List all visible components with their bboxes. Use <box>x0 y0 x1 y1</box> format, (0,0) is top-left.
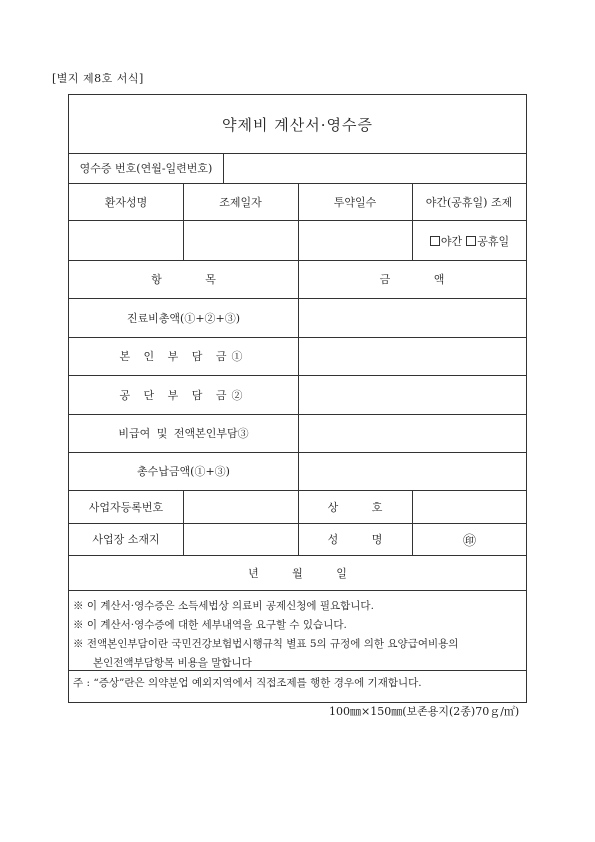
seal-mark: ㊞ <box>462 533 476 549</box>
total-received-field[interactable] <box>299 453 526 490</box>
form-label: [별지 제8호 서식] <box>52 72 144 85</box>
holiday-option-label: 공휴일 <box>477 234 510 248</box>
holiday-checkbox[interactable] <box>466 236 476 246</box>
patient-name-field[interactable] <box>69 221 183 260</box>
night-holiday-header: 야간(공휴일) 조제 <box>425 195 513 209</box>
footer-note: 주 : “증상”란은 의약분업 예외지역에서 직접조제를 행한 경우에 기재합니다. <box>73 677 422 689</box>
trade-name-field[interactable] <box>413 491 526 523</box>
receipt-number-field[interactable] <box>224 154 526 183</box>
total-medical-fee-label: 진료비총액(①+②+③) <box>126 311 241 325</box>
insurer-share-label: 공 단 부 담 금② <box>119 388 248 402</box>
total-received-label: 총수납금액(①+③) <box>137 465 230 478</box>
night-option-label: 야간 <box>440 234 463 248</box>
non-covered-label: 비급여 및 전액본인부담③ <box>118 427 249 440</box>
receipt-form <box>68 94 527 703</box>
night-holiday-options <box>413 221 526 260</box>
receipt-number-label: 영수증 번호(연월-일련번호) <box>79 162 213 175</box>
prep-date-header: 조제일자 <box>219 195 262 209</box>
night-checkbox[interactable] <box>430 236 440 246</box>
business-reg-no-label: 사업자등록번호 <box>88 500 164 514</box>
name-label: 성 명 <box>327 533 383 546</box>
date-line: 년 월 일 <box>248 566 347 580</box>
amount-header: 금 액 <box>379 273 445 286</box>
patient-copay-field[interactable] <box>299 338 526 375</box>
notes-section <box>73 597 525 673</box>
patient-name-header: 환자성명 <box>104 195 148 209</box>
dosage-days-header: 투약일수 <box>333 195 377 209</box>
note-line: ※ 이 계산서·영수증에 대한 세부내역을 요구할 수 있습니다. <box>73 619 347 631</box>
trade-name-label: 상 호 <box>327 500 383 514</box>
paper-size-note: 100㎜×150㎜(보존용지(2종)70ｇ/㎡) <box>329 705 520 718</box>
business-address-field[interactable] <box>184 524 298 555</box>
business-address-label: 사업장 소재지 <box>92 533 160 546</box>
business-reg-no-field[interactable] <box>184 491 298 523</box>
patient-copay-label: 본 인 부 담 금① <box>119 350 248 363</box>
non-covered-field[interactable] <box>299 415 526 452</box>
total-medical-fee-field[interactable] <box>299 299 526 337</box>
note-line: ※ 전액본인부담이란 국민건강보험법시행규칙 별표 5의 규정에 의한 요양급여비용의 <box>73 638 459 650</box>
form-title: 약제비 계산서·영수증 <box>222 115 373 134</box>
prep-date-field[interactable] <box>184 221 298 260</box>
item-header: 항 목 <box>151 273 216 286</box>
note-line: 본인전액부담항목 비용을 말합니다 <box>93 657 252 669</box>
dosage-days-field[interactable] <box>299 221 412 260</box>
note-line: ※ 이 계산서·영수증은 소득세법상 의료비 공제신청에 필요합니다. <box>73 600 374 612</box>
insurer-share-field[interactable] <box>299 376 526 414</box>
